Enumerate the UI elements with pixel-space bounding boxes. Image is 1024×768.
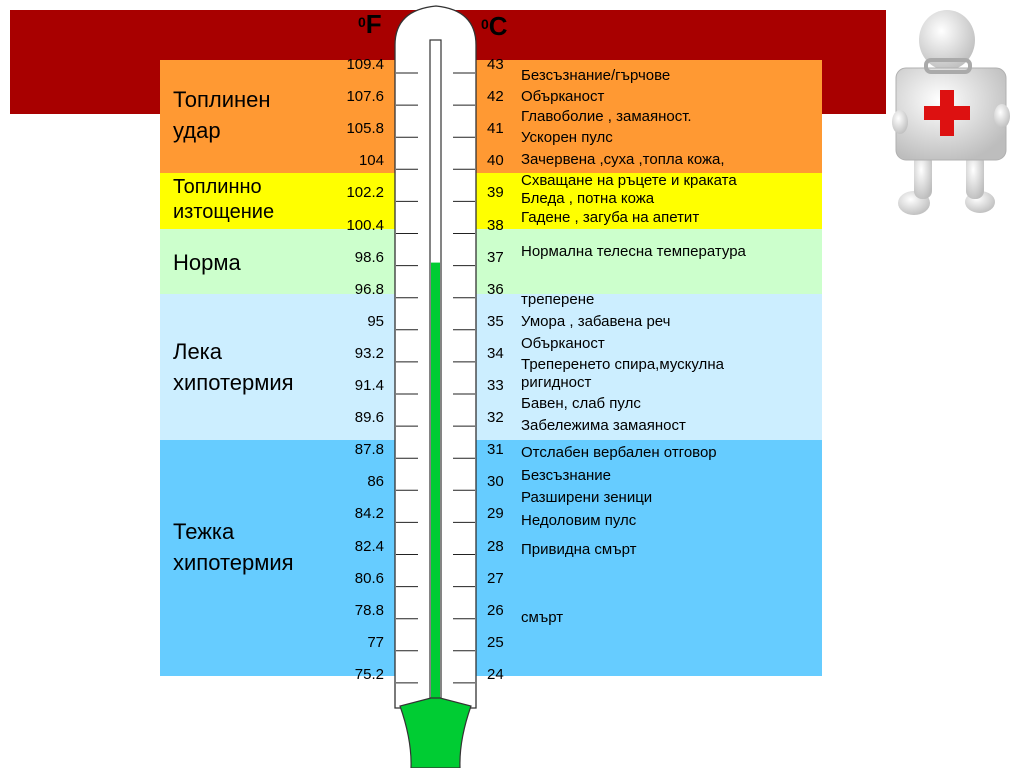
symptom-18: Недоловим пулс [521, 512, 637, 529]
zone-label-heat-stroke: Топлинен удар [173, 87, 271, 143]
celsius-tick-label: 25 [487, 633, 504, 651]
symptom-11: Обърканост [521, 335, 605, 352]
symptom-13: Бавен, слаб пулс [521, 395, 641, 412]
celsius-tick-label: 24 [487, 665, 504, 683]
fahrenheit-tick-label: 98.6 [354, 248, 384, 266]
celsius-tick-label: 37 [487, 248, 504, 266]
celsius-tick-label: 30 [487, 473, 504, 491]
celsius-tick-label: 35 [487, 312, 504, 330]
zone-label-normal: Норма [173, 250, 241, 275]
fahrenheit-tick-label: 100.4 [346, 216, 384, 234]
fahrenheit-tick-label: 86 [367, 473, 384, 491]
thermometer-bulb [400, 698, 471, 768]
fahrenheit-tick-label: 89.6 [354, 409, 384, 427]
symptom-9: треперене [521, 291, 595, 308]
celsius-tick-label: 42 [487, 88, 504, 106]
symptom-16: Безсъзнание [521, 467, 611, 484]
fahrenheit-tick-label: 77 [367, 633, 384, 651]
celsius-tick-label: 39 [487, 184, 504, 202]
celsius-tick-label: 28 [487, 537, 504, 555]
symptom-17: Разширени зеници [521, 489, 653, 506]
fahrenheit-header: $^0$F [358, 9, 382, 39]
symptom-6: Бледа , потна кожа [521, 190, 655, 207]
fahrenheit-tick-label: 75.2 [354, 665, 384, 683]
fahrenheit-tick-label: 107.6 [346, 88, 384, 106]
celsius-tick-label: 33 [487, 377, 504, 394]
celsius-header: $^0$C [481, 11, 508, 41]
zone-label-heat-exhaustion: Топлинно изтощение [173, 176, 275, 223]
symptom-1: Объркaност [521, 88, 605, 105]
celsius-tick-label: 31 [487, 441, 504, 459]
mercury-column [431, 263, 440, 698]
fahrenheit-tick-label: 82.4 [354, 537, 384, 555]
zone-label-mild-hypothermia: Лека хипотермия [173, 339, 294, 395]
symptom-20: смърт [521, 609, 564, 626]
symptom-5: Схващане на ръцете и краката [521, 172, 737, 189]
symptom-15: Отслабен вербален отговор [521, 444, 717, 461]
fahrenheit-tick-label: 109.4 [346, 56, 384, 73]
celsius-tick-label: 43 [487, 56, 504, 73]
celsius-tick-label: 40 [487, 152, 504, 170]
celsius-tick-label: 34 [487, 344, 504, 362]
symptom-14: Забележима замаяност [521, 417, 686, 434]
celsius-tick-label: 27 [487, 569, 504, 587]
symptom-0: Безсъзнание/гърчове [521, 67, 671, 84]
celsius-tick-label: 38 [487, 216, 504, 234]
fahrenheit-tick-label: 95 [367, 312, 384, 330]
fahrenheit-tick-label: 84.2 [354, 505, 384, 523]
fahrenheit-tick-label: 93.2 [354, 344, 384, 362]
fahrenheit-tick-label: 80.6 [354, 569, 384, 587]
symptom-19: Привидна смърт [521, 541, 637, 558]
symptom-3: Ускорен пулс [521, 129, 613, 146]
symptom-8: Нормална телесна температура [521, 243, 746, 260]
symptom-2: Главоболие , замаяност. [521, 108, 692, 125]
symptom-7: Гадене , загуба на апетит [521, 209, 700, 226]
symptom-12: Треперенето спира,мускулна ригидност [521, 356, 724, 391]
celsius-tick-label: 32 [487, 409, 504, 427]
celsius-tick-label: 41 [487, 120, 504, 138]
fahrenheit-tick-label: 91.4 [354, 377, 384, 394]
fahrenheit-tick-label: 104 [358, 152, 384, 170]
first-aid-kit-figure-icon [890, 4, 1014, 226]
fahrenheit-tick-label: 96.8 [354, 280, 384, 298]
symptom-10: Умора , забавена реч [521, 313, 671, 330]
celsius-tick-label: 36 [487, 280, 504, 298]
zone-label-severe-hypothermia: Тежка хипотермия [173, 519, 294, 575]
fahrenheit-tick-label: 78.8 [354, 601, 384, 619]
fahrenheit-tick-label: 87.8 [354, 441, 384, 459]
symptom-4: Зачервена ,суха ,топла кожа, [521, 151, 725, 168]
celsius-tick-label: 26 [487, 601, 504, 619]
fahrenheit-tick-label: 102.2 [346, 184, 384, 202]
fahrenheit-tick-label: 105.8 [346, 120, 384, 138]
celsius-tick-label: 29 [487, 505, 504, 523]
